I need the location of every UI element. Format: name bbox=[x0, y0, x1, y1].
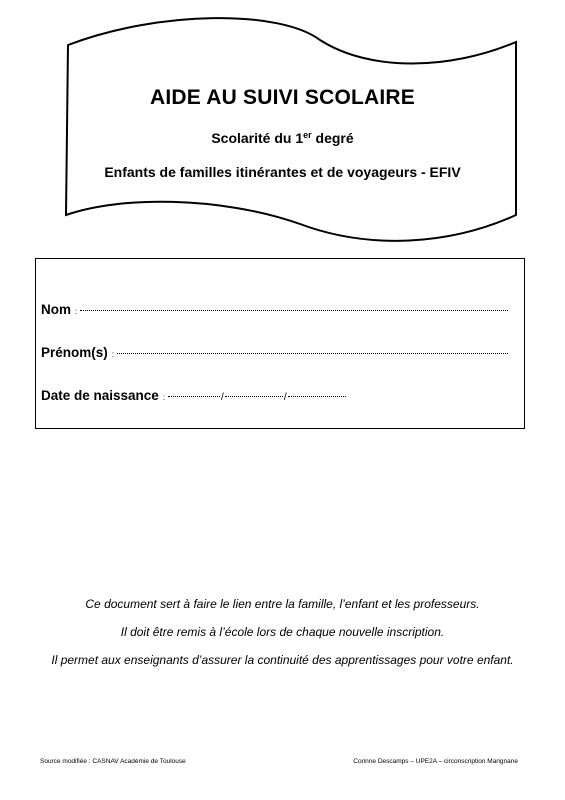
subtitle-suffix: degré bbox=[311, 130, 354, 146]
target-public: Enfants de familles itinérantes et de voyageurs - EFIV bbox=[104, 164, 461, 180]
prenom-row bbox=[41, 345, 508, 360]
identity-form bbox=[35, 258, 525, 429]
date-row bbox=[41, 388, 346, 403]
prenom-colon: : bbox=[111, 350, 114, 359]
footer-author: Corinne Descamps – UPE2A – circonscription Marignane bbox=[353, 758, 518, 765]
footer-source: Source modifiée : CASNAV Académie de Toulouse bbox=[40, 758, 186, 765]
nom-field[interactable] bbox=[80, 310, 508, 311]
date-separator: / bbox=[221, 392, 224, 403]
date-colon: : bbox=[162, 393, 166, 402]
subtitle-superscript: er bbox=[303, 130, 312, 140]
info-line-3: Il permet aux enseignants d’assurer la continuité des apprentissages pour votre enfant. bbox=[51, 653, 514, 667]
birth-day-field[interactable] bbox=[168, 396, 220, 397]
info-line-2: Il doit être remis à l’école lors de chaque nouvelle inscription. bbox=[120, 625, 445, 639]
prenom-label: Prénom(s) bbox=[41, 345, 108, 360]
info-line-1: Ce document sert à faire le lien entre la famille, l’enfant et les professeurs. bbox=[85, 597, 480, 611]
page-title: AIDE AU SUIVI SCOLAIRE bbox=[150, 86, 415, 109]
date-separator: / bbox=[283, 392, 287, 403]
page-subtitle bbox=[0, 130, 565, 146]
date-label: Date de naissance bbox=[41, 388, 159, 403]
birth-month-field[interactable] bbox=[225, 396, 283, 397]
nom-label: Nom bbox=[41, 302, 71, 317]
subtitle-prefix: Scolarité du 1 bbox=[211, 130, 304, 146]
title-banner bbox=[0, 0, 565, 260]
nom-colon: : bbox=[75, 307, 78, 316]
nom-row bbox=[41, 302, 508, 317]
prenom-field[interactable] bbox=[117, 353, 508, 354]
birth-year-field[interactable] bbox=[288, 396, 346, 397]
